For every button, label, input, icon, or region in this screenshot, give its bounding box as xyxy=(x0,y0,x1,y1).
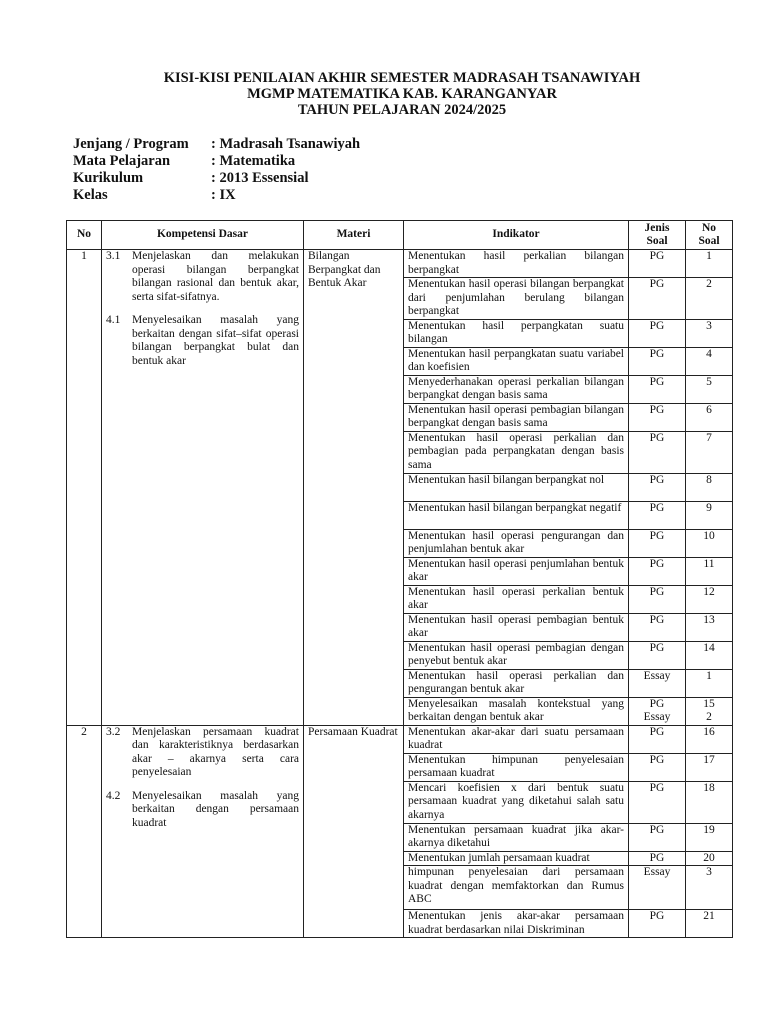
jenis-soal-cell: PG xyxy=(629,613,686,641)
no-soal-cell: 12 xyxy=(686,585,733,613)
indikator-cell: Menentukan hasil operasi perkalian dan pembagian pada perpangkatan dengan basis sama xyxy=(404,431,629,473)
indikator-cell: Menentukan hasil perpangkatan suatu bilangan xyxy=(404,319,629,347)
no-soal-cell: 2 xyxy=(686,278,733,320)
kompetensi-number: 4.2 xyxy=(106,789,121,802)
indikator-cell: Menentukan hasil perkalian bilangan berpangkat xyxy=(404,250,629,278)
meta-value: : Matematika xyxy=(211,153,296,169)
indikator-cell: Menentukan hasil operasi pembagian bilangan berpangkat dengan basis sama xyxy=(404,403,629,431)
kompetensi-number: 3.1 xyxy=(106,250,121,262)
indikator-cell: Menentukan persamaan kuadrat jika akar-akarnya diketahui xyxy=(404,823,629,851)
no-soal-cell: 20 xyxy=(686,851,733,866)
kompetensi-item xyxy=(106,790,299,831)
header-indikator: Indikator xyxy=(404,221,629,250)
materi-cell: Persamaan Kuadrat xyxy=(304,725,404,938)
jenis-soal-cell: PG xyxy=(629,319,686,347)
kompetensi-number: 3.2 xyxy=(106,725,121,738)
kompetensi-dasar-cell xyxy=(102,725,304,938)
no-soal-cell: 1 xyxy=(686,250,733,278)
jenis-soal-cell: PG xyxy=(629,910,686,938)
indikator-cell: himpunan penyelesaian dari persamaan kuadrat dengan memfaktorkan dan Rumus ABC xyxy=(404,866,629,910)
indikator-cell: Menentukan hasil operasi pembagian bentuk akar xyxy=(404,613,629,641)
no-soal-cell: 3 xyxy=(686,319,733,347)
indikator-cell: Menentukan hasil operasi pengurangan dan penjumlahan bentuk akar xyxy=(404,529,629,557)
kompetensi-text: Menyelesaikan masalah yang berkaitan dengan persamaan kuadrat xyxy=(132,789,299,829)
jenis-soal-cell: Essay xyxy=(629,669,686,697)
no-soal-cell: 15 2 xyxy=(686,697,733,725)
jenis-soal-cell: PG xyxy=(629,557,686,585)
kompetensi-item xyxy=(106,250,299,304)
kisi-kisi-table xyxy=(66,220,733,938)
meta-row-kurikulum xyxy=(73,170,309,187)
no-soal-cell: 14 xyxy=(686,641,733,669)
jenis-soal-cell: PG xyxy=(629,347,686,375)
indikator-cell: Menentukan hasil operasi perkalian dan pengurangan bentuk akar xyxy=(404,669,629,697)
no-soal-cell: 3 xyxy=(686,866,733,910)
indikator-cell: Menentukan jumlah persamaan kuadrat xyxy=(404,851,629,866)
no-soal-cell: 19 xyxy=(686,823,733,851)
jenis-soal-cell: PG xyxy=(629,501,686,529)
kompetensi-text: Menjelaskan persamaan kuadrat dan karakteristiknya berdasarkan akar – akarnya serta cara penyelesaian xyxy=(132,725,299,778)
row-number: 2 xyxy=(67,725,102,938)
header-kompetensi-dasar: Kompetensi Dasar xyxy=(102,221,304,250)
no-soal-cell: 16 xyxy=(686,725,733,753)
jenis-soal-cell: PG xyxy=(629,823,686,851)
no-soal-cell: 11 xyxy=(686,557,733,585)
table-row xyxy=(67,725,733,753)
meta-row-jenjang xyxy=(73,136,360,153)
no-soal-cell: 18 xyxy=(686,781,733,823)
jenis-soal-cell: PG xyxy=(629,250,686,278)
table-row xyxy=(67,250,733,278)
indikator-cell: Menentukan akar-akar dari suatu persamaan kuadrat xyxy=(404,725,629,753)
jenis-soal-cell: PG Essay xyxy=(629,697,686,725)
indikator-cell: Menentukan hasil bilangan berpangkat nol xyxy=(404,473,629,501)
meta-value: : Madrasah Tsanawiyah xyxy=(211,136,361,152)
document-title-line-3: TAHUN PELAJARAN 2024/2025 xyxy=(297,102,507,118)
meta-value: : 2013 Essensial xyxy=(211,170,309,186)
no-soal-cell: 5 xyxy=(686,375,733,403)
jenis-soal-cell: PG xyxy=(629,753,686,781)
jenis-soal-cell: PG xyxy=(629,725,686,753)
kompetensi-text: Menjelaskan dan melakukan operasi bilangan berpangkat bilangan rasional dan bentuk akar, serta sifat-sifatnya. xyxy=(132,250,299,303)
header-jenis-soal: Jenis Soal xyxy=(629,221,686,250)
indikator-cell: Menentukan jenis akar-akar persamaan kuadrat berdasarkan nilai Diskriminan xyxy=(404,910,629,938)
no-soal-cell: 9 xyxy=(686,501,733,529)
no-soal-cell: 6 xyxy=(686,403,733,431)
no-soal-cell: 7 xyxy=(686,431,733,473)
document-title-line-1: KISI-KISI PENILAIAN AKHIR SEMESTER MADRASAH TSANAWIYAH xyxy=(163,70,641,86)
indikator-cell: Menyederhanakan operasi perkalian bilangan berpangkat dengan basis sama xyxy=(404,375,629,403)
kompetensi-text: Menyelesaikan masalah yang berkaitan dengan sifat–sifat operasi bilangan berpangkat bulat dan bentuk akar xyxy=(132,314,299,367)
header-no: No xyxy=(67,221,102,250)
jenis-soal-cell: PG xyxy=(629,529,686,557)
no-soal-cell: 4 xyxy=(686,347,733,375)
jenis-soal-cell: PG xyxy=(629,641,686,669)
meta-label: Kelas xyxy=(73,187,108,203)
indikator-cell: Mencari koefisien x dari bentuk suatu persamaan kuadrat yang diketahui salah satu akarnya xyxy=(404,781,629,823)
table-header-row xyxy=(67,221,733,250)
header-no-soal: No Soal xyxy=(686,221,733,250)
no-soal-cell: 21 xyxy=(686,910,733,938)
no-soal-cell: 10 xyxy=(686,529,733,557)
jenis-soal-cell: Essay xyxy=(629,866,686,910)
indikator-cell: Menentukan hasil operasi penjumlahan bentuk akar xyxy=(404,557,629,585)
no-soal-cell: 17 xyxy=(686,753,733,781)
jenis-soal-cell: PG xyxy=(629,375,686,403)
indikator-cell: Menentukan hasil bilangan berpangkat negatif xyxy=(404,501,629,529)
kompetensi-item xyxy=(106,314,299,368)
meta-row-mapel xyxy=(73,153,295,170)
jenis-soal-cell: PG xyxy=(629,585,686,613)
indikator-cell: Menentukan hasil operasi bilangan berpangkat dari penjumlahan berulang bilangan berpangkat xyxy=(404,278,629,320)
jenis-soal-cell: PG xyxy=(629,781,686,823)
no-soal-cell: 13 xyxy=(686,613,733,641)
meta-value: : IX xyxy=(211,187,236,203)
meta-label: Kurikulum xyxy=(73,170,144,186)
meta-row-kelas xyxy=(73,187,236,204)
no-soal-cell: 8 xyxy=(686,473,733,501)
no-soal-cell: 1 xyxy=(686,669,733,697)
indikator-cell: Menentukan himpunan penyelesaian persamaan kuadrat xyxy=(404,753,629,781)
kompetensi-item xyxy=(106,726,299,780)
indikator-cell: Menyelesaikan masalah kontekstual yang berkaitan dengan bentuk akar xyxy=(404,697,629,725)
document-title-line-2: MGMP MATEMATIKA KAB. KARANGANYAR xyxy=(247,86,557,102)
indikator-cell: Menentukan hasil operasi pembagian dengan penyebut bentuk akar xyxy=(404,641,629,669)
jenis-soal-cell: PG xyxy=(629,851,686,866)
meta-label: Jenjang / Program xyxy=(73,136,189,152)
jenis-soal-cell: PG xyxy=(629,473,686,501)
meta-label: Mata Pelajaran xyxy=(73,153,171,169)
indikator-cell: Menentukan hasil perpangkatan suatu variabel dan koefisien xyxy=(404,347,629,375)
jenis-soal-cell: PG xyxy=(629,278,686,320)
jenis-soal-cell: PG xyxy=(629,431,686,473)
kompetensi-dasar-cell xyxy=(102,250,304,726)
materi-cell: Bilangan Berpangkat dan Bentuk Akar xyxy=(304,250,404,726)
row-number: 1 xyxy=(67,250,102,726)
indikator-cell: Menentukan hasil operasi perkalian bentuk akar xyxy=(404,585,629,613)
header-materi: Materi xyxy=(304,221,404,250)
jenis-soal-cell: PG xyxy=(629,403,686,431)
kompetensi-number: 4.1 xyxy=(106,314,121,326)
